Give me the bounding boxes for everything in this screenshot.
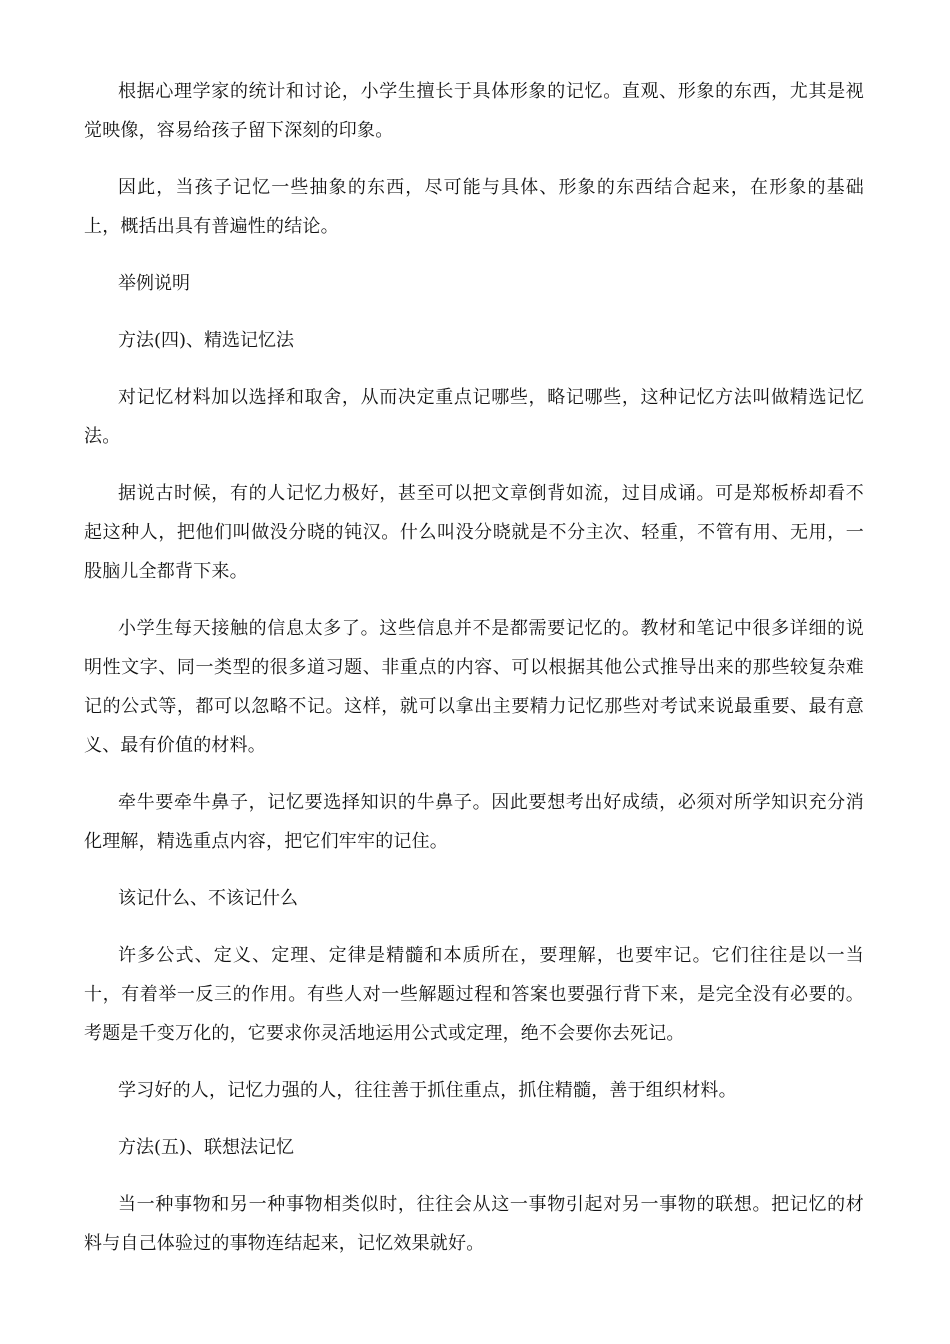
paragraph-information-overload: 小学生每天接触的信息太多了。这些信息并不是都需要记忆的。教材和笔记中很多详细的说明性文字、同一类型的很多道习题、非重点的内容、可以根据其他公式推导出来的那些较复杂难记的公式等，都可以忽略不记。这样，就可以拿出主要精力记忆那些对考试来说最重要、最有意义、最有价值的材料。 (84, 618, 864, 756)
paragraph-key-points: 牵牛要牵牛鼻子，记忆要选择知识的牛鼻子。因此要想考出好成绩，必须对所学知识充分消化理解，精选重点内容，把它们牢牢的记住。 (84, 792, 864, 852)
heading-method-5: 方法(五)、联想法记忆 (118, 1137, 295, 1158)
heading-what-to-remember: 该记什么、不该记什么 (118, 888, 298, 909)
paragraph-selective-memory-definition: 对记忆材料加以选择和取舍，从而决定重点记哪些，略记哪些，这种记忆方法叫做精选记忆法。 (84, 387, 864, 447)
paragraph-zheng-banqiao-story: 据说古时候，有的人记忆力极好，甚至可以把文章倒背如流，过目成诵。可是郑板桥却看不起这种人，把他们叫做没分晓的钝汉。什么叫没分晓就是不分主次、轻重，不管有用、无用，一股脑儿全都背下来。 (84, 483, 864, 582)
paragraph-association: 当一种事物和另一种事物相类似时，往往会从这一事物引起对另一事物的联想。把记忆的材料与自己体验过的事物连结起来，记忆效果就好。 (84, 1194, 864, 1254)
paragraph-visual-memory: 根据心理学家的统计和讨论，小学生擅长于具体形象的记忆。直观、形象的东西，尤其是视觉映像，容易给孩子留下深刻的印象。 (84, 81, 864, 141)
paragraph-abstract-to-concrete: 因此，当孩子记忆一些抽象的东西，尽可能与具体、形象的东西结合起来，在形象的基础上，概括出具有普遍性的结论。 (84, 177, 864, 237)
heading-example: 举例说明 (118, 273, 190, 294)
heading-method-4: 方法(四)、精选记忆法 (118, 330, 295, 351)
paragraph-good-learners: 学习好的人，记忆力强的人，往往善于抓住重点，抓住精髓，善于组织材料。 (118, 1080, 737, 1101)
paragraph-formulas: 许多公式、定义、定理、定律是精髓和本质所在，要理解，也要牢记。它们往往是以一当十，有着举一反三的作用。有些人对一些解题过程和答案也要强行背下来，是完全没有必要的。考题是千变万化的，它要求你灵活地运用公式或定理，绝不会要你去死记。 (84, 945, 864, 1044)
